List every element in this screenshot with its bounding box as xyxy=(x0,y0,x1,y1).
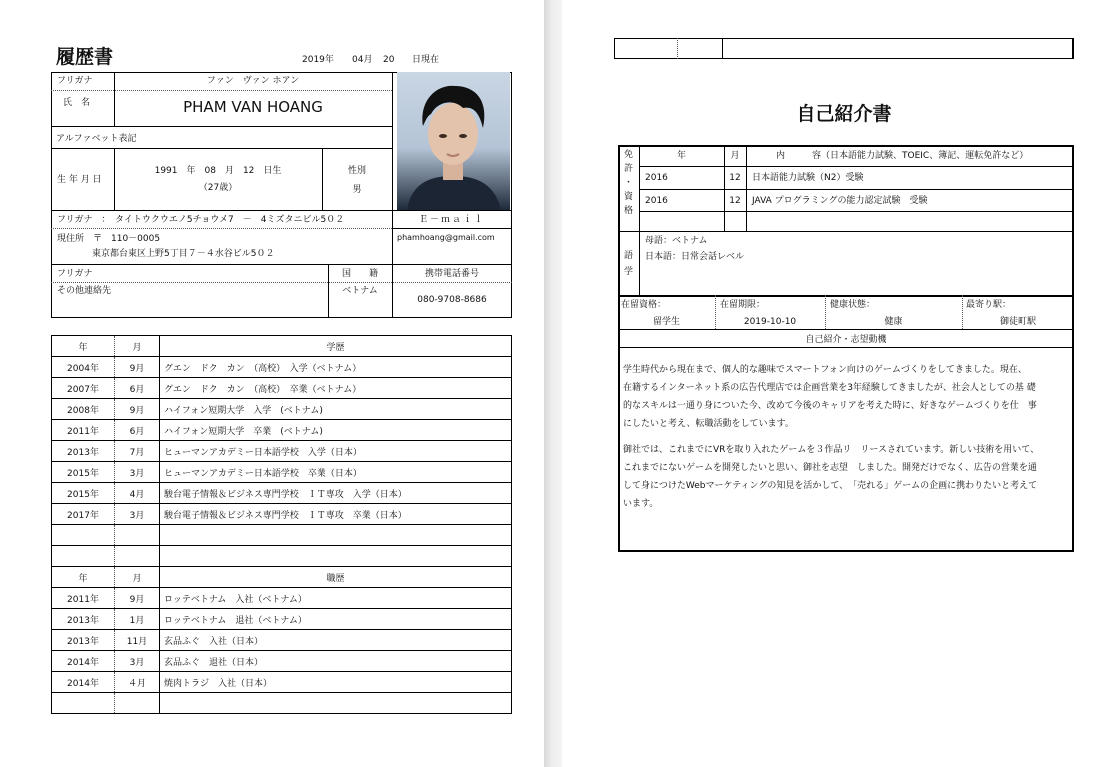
license-side-char: 許 xyxy=(623,164,633,174)
month-cell: 9月 xyxy=(115,399,160,420)
furigana-label: フリガナ xyxy=(57,76,93,86)
entry-cell: ハイフォン短期大学 入学 (ベトナム) xyxy=(160,399,512,420)
table-row xyxy=(52,399,512,420)
table-row xyxy=(52,504,512,525)
entry-cell: 玄品ふぐ 入社（日本） xyxy=(160,630,512,651)
table-row xyxy=(52,483,512,504)
license-text: 日本語能力試験（N2）受験 xyxy=(752,173,864,183)
month-cell: 6月 xyxy=(115,378,160,399)
table-row xyxy=(52,588,512,609)
date-year: 2019年 xyxy=(302,55,334,65)
gender-label: 性別 xyxy=(347,166,366,176)
language-side-char: 学 xyxy=(623,267,633,277)
education-header-year: 年 xyxy=(52,336,115,357)
period-value: 2019-10-10 xyxy=(743,317,797,327)
entry-cell: グエン ドク カン （高校） 入学（ベトナム） xyxy=(160,357,512,378)
status-label: 在留資格： xyxy=(621,300,667,310)
table-row xyxy=(52,672,512,693)
photo-portrait-icon xyxy=(397,72,510,210)
intro-title: 自己紹介書 xyxy=(796,103,892,125)
entry-cell: 玄品ふぐ 退社（日本） xyxy=(160,651,512,672)
name-label: 氏 名 xyxy=(63,98,91,108)
license-side-char: ・ xyxy=(623,178,633,188)
education-header-row xyxy=(52,336,512,357)
table-row xyxy=(52,462,512,483)
page-gutter xyxy=(544,0,562,767)
month-cell: 4月 xyxy=(115,483,160,504)
career-header-text: 職歴 xyxy=(160,567,512,588)
license-side-char: 格 xyxy=(623,206,633,216)
career-header-year: 年 xyxy=(52,567,115,588)
entry-cell: 駿台電子情報＆ビジネス専門学校 ＩＴ専攻 卒業（日本） xyxy=(160,504,512,525)
year-cell: 2017年 xyxy=(52,504,115,525)
license-side-char: 資 xyxy=(623,192,633,202)
month-cell: 3月 xyxy=(115,651,160,672)
language-native: 母語：ベトナム xyxy=(645,236,708,246)
pr-line: 在籍するインターネット系の広告代理店では企画営業を3年経験してきましたが、社会人としての基 礎 xyxy=(623,383,1036,393)
alphabet-label: アルファベット表記 xyxy=(56,134,137,144)
name-value: PHAM VAN HOANG xyxy=(183,98,323,116)
license-year: 2016 xyxy=(645,173,668,183)
entry-cell: ヒューマンアカデミー日本語学校 卒業（日本） xyxy=(160,462,512,483)
furigana-value: ファン ヴァン ホアン xyxy=(206,76,300,86)
gender-value: 男 xyxy=(352,185,362,195)
career-header-row xyxy=(52,567,512,588)
license-header-year: 年 xyxy=(676,151,686,161)
month-cell: 3月 xyxy=(115,504,160,525)
year-cell: 2014年 xyxy=(52,672,115,693)
other-contact-label: その他連絡先 xyxy=(57,286,112,296)
resume-title: 履歴書 xyxy=(56,46,114,68)
phone-value: 080-9708-8686 xyxy=(417,295,487,305)
license-side-char: 免 xyxy=(623,150,633,160)
table-row xyxy=(52,441,512,462)
month-cell: 9月 xyxy=(115,357,160,378)
entry-cell: ヒューマンアカデミー日本語学校 入学（日本） xyxy=(160,441,512,462)
month-cell: 3月 xyxy=(115,462,160,483)
year-cell: 2004年 xyxy=(52,357,115,378)
license-month: 12 xyxy=(729,196,741,206)
license-header-content: 内 容（日本語能力試験、TOEIC、簿記、運転免許など） xyxy=(776,151,1029,161)
date-day: 20 xyxy=(383,55,395,65)
email-label: Ｅ－ｍａｉｌ xyxy=(418,215,485,225)
status-value: 留学生 xyxy=(652,317,680,327)
pr-line: 学生時代から現在まで、個人的な趣味でスマートフォン向けのゲームづくりをしてきました。現在、 xyxy=(623,365,1027,375)
station-value: 御徒町駅 xyxy=(999,317,1036,327)
date-month: 04月 xyxy=(352,55,373,65)
pr-line: これまでにないゲームを開発したいと思い、御社を志望 しました。開発だけでなく、広告の営業を通 xyxy=(623,463,1037,473)
table-row-empty xyxy=(52,546,512,567)
contact-furigana: フリガナ xyxy=(57,269,93,279)
month-cell: 6月 xyxy=(115,420,160,441)
address-label: 現住所 〒 110－0005 xyxy=(57,234,161,244)
nationality-value: ベトナム xyxy=(342,286,378,296)
month-cell: 7月 xyxy=(115,441,160,462)
entry-cell: 焼肉トラジ 入社（日本） xyxy=(160,672,512,693)
station-label: 最寄り駅： xyxy=(966,300,1012,310)
language-japanese: 日本語：日常会話レベル xyxy=(645,252,745,262)
table-row xyxy=(52,651,512,672)
table-row-empty xyxy=(52,693,512,714)
table-row xyxy=(52,420,512,441)
year-cell: 2008年 xyxy=(52,399,115,420)
health-label: 健康状態： xyxy=(830,300,876,310)
pr-line: 御社では、これまでにVRを取り入れたゲームを３作品リ リースされています。新しい技術を用いて、 xyxy=(623,445,1040,455)
person-photo xyxy=(397,72,510,210)
entry-cell: ロッテベトナム 退社（ベトナム） xyxy=(160,609,512,630)
pr-line: います。 xyxy=(623,499,659,509)
resume-page xyxy=(0,0,544,767)
month-cell: 11月 xyxy=(115,630,160,651)
nationality-label: 国 籍 xyxy=(341,269,378,279)
license-text: JAVA プログラミングの能力認定試験 受験 xyxy=(752,196,928,206)
year-cell: 2011年 xyxy=(52,588,115,609)
age-value: （27歳） xyxy=(198,183,238,193)
address-value: 東京都台東区上野5丁目７－４水谷ビル5０２ xyxy=(92,249,275,259)
intro-page xyxy=(562,0,1106,767)
license-month: 12 xyxy=(729,173,741,183)
year-cell: 2015年 xyxy=(52,483,115,504)
license-header-month: 月 xyxy=(730,151,740,161)
email-value: phamhoang@gmail.com xyxy=(397,233,495,242)
table-row-empty xyxy=(52,525,512,546)
table-row xyxy=(52,630,512,651)
month-cell: 1月 xyxy=(115,609,160,630)
birth-value: 1991 年 08 月 12 日生 xyxy=(154,166,282,176)
license-year: 2016 xyxy=(645,196,668,206)
table-row xyxy=(52,609,512,630)
period-label: 在留期限： xyxy=(720,300,766,310)
career-header-month: 月 xyxy=(115,567,160,588)
education-header-month: 月 xyxy=(115,336,160,357)
pr-title: 自己紹介・志望動機 xyxy=(805,335,887,345)
pr-paragraph-2 xyxy=(623,441,1039,513)
year-cell: 2013年 xyxy=(52,609,115,630)
education-header-text: 学歴 xyxy=(160,336,512,357)
entry-cell: 駿台電子情報＆ビジネス専門学校 ＩＴ専攻 入学（日本） xyxy=(160,483,512,504)
date-suffix: 日現在 xyxy=(412,55,440,65)
phone-label: 携帯電話番号 xyxy=(424,269,479,279)
header-strip xyxy=(614,38,1074,59)
table-row xyxy=(52,357,512,378)
entry-cell: ロッテベトナム 入社（ベトナム） xyxy=(160,588,512,609)
pr-line: にしたいと考え、転職活動をしています。 xyxy=(623,419,794,429)
year-cell: 2013年 xyxy=(52,630,115,651)
table-row xyxy=(52,378,512,399)
entry-cell: ハイフォン短期大学 卒業 (ベトナム) xyxy=(160,420,512,441)
address-furigana: フリガナ ： タイトウクウエノ5チョウメ7 － 4ミズタニビル5０２ xyxy=(57,215,345,225)
year-cell: 2013年 xyxy=(52,441,115,462)
entry-cell: グエン ドク カン （高校） 卒業（ベトナム） xyxy=(160,378,512,399)
language-side-char: 語 xyxy=(623,251,633,261)
language-side-label xyxy=(618,248,639,280)
pr-paragraph-1 xyxy=(623,361,1037,433)
month-cell: 9月 xyxy=(115,588,160,609)
license-side-label xyxy=(618,148,639,218)
pr-line: して身につけたWebマーケティングの知見を活かして、 「売れる」ゲームの企画に携わりたいと考えて xyxy=(623,481,1038,491)
health-value: 健康 xyxy=(884,317,903,327)
year-cell: 2011年 xyxy=(52,420,115,441)
year-cell: 2014年 xyxy=(52,651,115,672)
birth-label: 生 年 月 日 xyxy=(57,175,102,185)
education-table xyxy=(51,335,512,714)
month-cell: ４月 xyxy=(115,672,160,693)
year-cell: 2007年 xyxy=(52,378,115,399)
year-cell: 2015年 xyxy=(52,462,115,483)
pr-line: 的なスキルは一通り身についた今、改めて今後のキャリアを考えた時に、好きなゲームづくりを仕 事 xyxy=(623,401,1037,411)
